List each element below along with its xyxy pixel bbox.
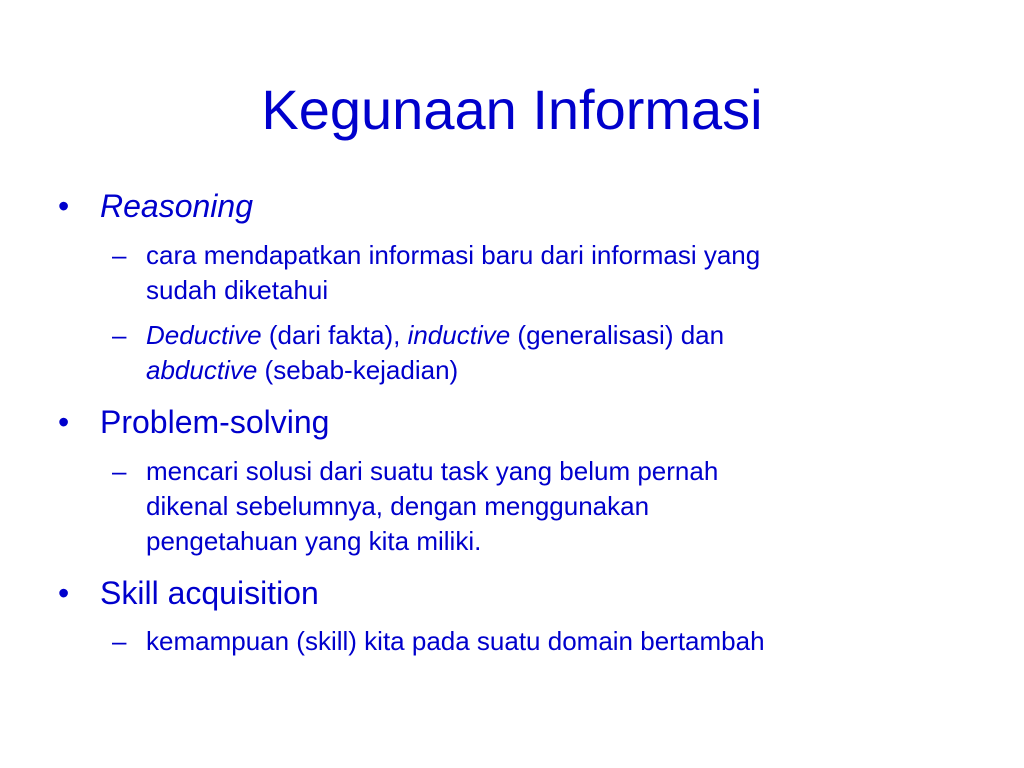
- sub-item-line: sudah diketahui: [146, 275, 329, 305]
- dash-icon: –: [112, 626, 127, 656]
- sub-item-line: [146, 318, 992, 353]
- sub-item-line: kemampuan (skill) kita pada suatu domain bertambah: [146, 626, 765, 656]
- sub-item-line: cara mendapatkan informasi baru dari informasi yang: [146, 240, 761, 270]
- term-inductive-desc: (generalisasi) dan: [510, 320, 725, 350]
- bullet-label: Problem-solving: [100, 404, 330, 440]
- slide-title: Kegunaan Informasi: [261, 78, 763, 141]
- term-deductive-desc: (dari fakta),: [261, 320, 408, 350]
- bullet-icon: •: [58, 575, 70, 611]
- sub-item-text: [146, 318, 992, 388]
- sub-item-text: [146, 454, 992, 559]
- term-inductive: inductive: [407, 320, 511, 350]
- dash-icon: –: [112, 320, 127, 350]
- sub-item-line: pengetahuan yang kita miliki.: [146, 526, 482, 556]
- term-deductive: Deductive: [146, 320, 262, 350]
- term-abductive-desc: (sebab-kejadian): [257, 355, 459, 385]
- sub-item-line: dikenal sebelumnya, dengan menggunakan: [146, 491, 650, 521]
- bullet-label: Reasoning: [100, 188, 253, 224]
- term-abductive: abductive: [146, 355, 258, 385]
- bullet-icon: •: [58, 188, 70, 224]
- sub-item-text: [146, 238, 992, 308]
- bullet-label: Skill acquisition: [100, 575, 319, 611]
- dash-icon: –: [112, 456, 127, 486]
- sub-item-text: [146, 624, 992, 659]
- sub-item-line: mencari solusi dari suatu task yang belum pernah: [146, 456, 719, 486]
- sub-item-line: [146, 353, 992, 388]
- bullet-icon: •: [58, 404, 70, 440]
- dash-icon: –: [112, 240, 127, 270]
